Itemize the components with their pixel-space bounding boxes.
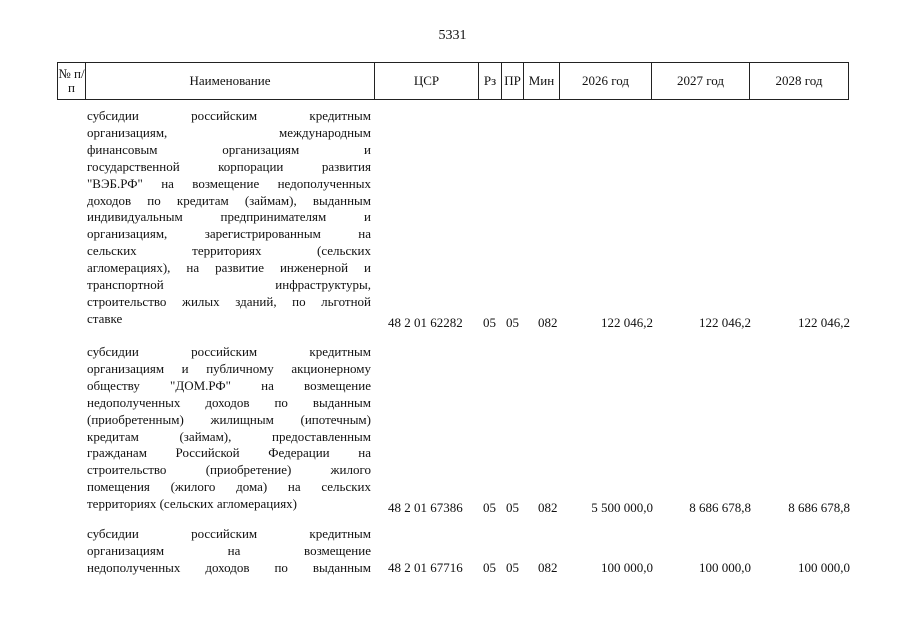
header-number: № п/п (58, 63, 86, 99)
header-2028: 2028 год (750, 63, 849, 99)
row-3-2026: 100 000,0 (601, 560, 653, 575)
row-1-name-line: строительство жилых зданий, по льготной (87, 293, 371, 309)
page-number: 5331 (438, 28, 467, 43)
header-name: Наименование (86, 63, 375, 99)
row-1-name-line: сельских территориях (сельских (87, 243, 371, 259)
row-1-name-line: индивидуальным предпринимателям и (87, 209, 371, 225)
row-1-name-line: транспортной инфраструктуры, (87, 277, 371, 293)
table-header (57, 62, 849, 100)
row-3-csr: 48 2 01 67716 (388, 560, 463, 575)
row-2-min: 082 (538, 500, 558, 515)
row-1-csr: 48 2 01 62282 (388, 315, 463, 330)
row-2-name-line: организациям и публичному акционерному (87, 360, 371, 376)
row-1-name-line: организациям, международным (87, 124, 371, 140)
row-1-name-line: доходов по кредитам (займам), выданным (87, 192, 371, 208)
row-1-min: 082 (538, 315, 558, 330)
row-1-name-line: государственной корпорации развития (87, 158, 371, 174)
row-1-name-line: ставке (87, 310, 123, 326)
row-2-2026: 5 500 000,0 (591, 500, 653, 515)
row-2-2028: 8 686 678,8 (788, 500, 850, 515)
row-1-name-line: "ВЭБ.РФ" на возмещение недополученных (87, 175, 371, 191)
row-1-name-line: организациям, зарегистрированным на (87, 226, 371, 242)
header-pr: ПР (502, 63, 524, 99)
row-2-csr: 48 2 01 67386 (388, 500, 463, 515)
row-1-name (87, 108, 371, 328)
row-2-name-line: строительство (приобретение) жилого (87, 462, 371, 478)
row-3-2027: 100 000,0 (699, 560, 751, 575)
row-1-2028: 122 046,2 (798, 315, 850, 330)
header-2026: 2026 год (560, 63, 652, 99)
row-2-name (87, 344, 371, 513)
header-csr: ЦСР (375, 63, 479, 99)
row-2-name-line: обществу "ДОМ.РФ" на возмещение (87, 377, 371, 393)
row-2-name-line: кредитам (займам), предоставленным (87, 428, 371, 444)
row-2-name-line: гражданам Российской Федерации на (87, 445, 371, 461)
header-rz: Рз (479, 63, 502, 99)
row-3-name-line: организациям на возмещение (87, 542, 371, 558)
row-1-2027: 122 046,2 (699, 315, 751, 330)
row-2-pr: 05 (506, 500, 519, 515)
row-2-rz: 05 (483, 500, 496, 515)
row-3-rz: 05 (483, 560, 496, 575)
row-2-2027: 8 686 678,8 (689, 500, 751, 515)
row-2-name-line: помещения (жилого дома) на сельских (87, 479, 371, 495)
row-1-2026: 122 046,2 (601, 315, 653, 330)
row-3-min: 082 (538, 560, 558, 575)
row-2-name-line: территориях (сельских агломерациях) (87, 496, 298, 512)
row-3-name-line: недополученных доходов по выданным (87, 559, 371, 575)
row-1-pr: 05 (506, 315, 519, 330)
row-1-rz: 05 (483, 315, 496, 330)
header-min: Мин (524, 63, 560, 99)
row-3-name-line: субсидии российским кредитным (87, 526, 371, 541)
row-3-name (87, 526, 371, 577)
header-2027: 2027 год (652, 63, 750, 99)
row-2-name-line: субсидии российским кредитным (87, 344, 371, 359)
row-2-name-line: недополученных доходов по выданным (87, 394, 371, 410)
row-1-name-line: финансовым организациям и (87, 141, 371, 157)
row-1-name-line: субсидии российским кредитным (87, 108, 371, 123)
row-3-pr: 05 (506, 560, 519, 575)
row-1-name-line: агломерациях), на развитие инженерной и (87, 260, 371, 276)
row-2-name-line: (приобретенным) жилищным (ипотечным) (87, 411, 371, 427)
row-3-2028: 100 000,0 (798, 560, 850, 575)
